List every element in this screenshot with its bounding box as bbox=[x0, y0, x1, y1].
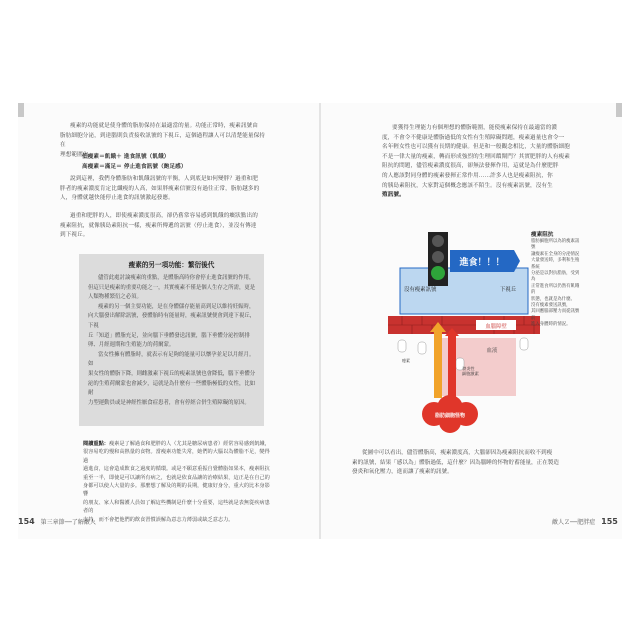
line: 說到這裡，我們身體脂肪和飢餓訊號的平衡，人到底是如何變胖？過重和肥 bbox=[70, 176, 258, 182]
hypothalamus-label: 下視丘 bbox=[500, 287, 517, 293]
diagram-title: 瘦素阻抗 bbox=[531, 232, 554, 238]
line: 過重和肥胖的人，即使瘦素濃度很高，卻仍舊常容易感到飢餓的癥狀點出的 bbox=[70, 213, 258, 219]
line: 瘦素阻抗，就像胰島素阻抗一樣，瘦素所傳遞的訊號（停止進食），並沒有傳達 bbox=[60, 222, 257, 229]
left-para-2 bbox=[60, 175, 270, 204]
red-light-icon bbox=[432, 235, 444, 247]
line: 但這只是瘦素的重要功能之一，其實瘦素不僅是個人生存之所需，更是 bbox=[88, 284, 256, 291]
line: 脂肪細胞所以為的瘦素訊號 bbox=[531, 239, 580, 251]
diagram-caption bbox=[531, 231, 583, 329]
list-item: 高瘦素＝滿足＝ 停止進食訊號（飽足感） bbox=[82, 163, 187, 170]
line: 名年輕女性也可以獲有長期的健康。但是和一般觀念相比，大量的體脂細胞 bbox=[382, 144, 570, 151]
line: 的朋友、家人和醫護人員如了解這些機制是什麼十分重要，這些就是表無從疾病患者的 bbox=[83, 499, 270, 515]
line: 過進食，這會造成飲食之過度的循環。或是不願意重振自覺體脂如果本，瘦素阻抗 bbox=[83, 466, 270, 473]
line: 從圖中可以看出，儘管體脂高，瘦素濃度高，大腦卻因為瘦素阻抗而收不到瘦 bbox=[362, 450, 553, 456]
no-signal-label: 沒有瘦素訊號 bbox=[404, 287, 437, 293]
yellow-light-icon bbox=[432, 251, 444, 263]
line: 瘦素的功能就是使身體的脂肪保持在最適當的量。功能正常時，瘦素訊號由 bbox=[70, 123, 258, 129]
leptin-list bbox=[60, 153, 292, 172]
blood-label: 血液 bbox=[486, 348, 498, 354]
line: 脂肪細胞分泌，到達腦則負責接收訊號的下視丘，這個過程讓人可以清楚能量保持在 bbox=[60, 132, 265, 149]
line: 發炎和氧化壓力，進而讓了瘦素的訊號。 bbox=[352, 469, 453, 476]
footer-right bbox=[552, 517, 618, 526]
line: 支持，而不會把他們的飲食習慣誤解為意志力薄弱或缺乏意志力。 bbox=[83, 516, 234, 523]
line: 瘦素的另一個主要功能，是在身體儲存能量高到足以維持妊娠時， bbox=[98, 303, 255, 310]
right-para-2 bbox=[352, 449, 560, 478]
line: 果女性的體脂下降，則雌激素下視丘的瘦素訊號也會降低，腦下垂體分 bbox=[88, 370, 256, 377]
left-para-3 bbox=[60, 212, 270, 241]
line: 的胰島素阻抗，大家對這個概念應該不陌生。沒有瘦素訊號，沒有生 bbox=[382, 182, 553, 189]
line: 的人應該對同身體的瘦素發揮正常作用……許多人也是瘦素阻抗，你 bbox=[382, 172, 553, 179]
page-tab-left bbox=[18, 103, 24, 117]
chapter-right: 敵人Ｚ──肥胖症 bbox=[552, 519, 596, 526]
page-tab-right bbox=[616, 103, 622, 117]
line: 身都可以使人大量的多。那麼想了解及的期的長期，健康好身分，重大的比本身影響 bbox=[83, 483, 270, 498]
page-number-right: 155 bbox=[601, 517, 618, 526]
line: 當女性擁有體脂時，就表示有足夠的能量可以懷孕並足以月經月。如 bbox=[88, 351, 255, 368]
line: 瘦素是了解過食和肥胖的人（尤其是糖尿病患者）經常容易感到飢餓， bbox=[108, 441, 270, 447]
footer-left bbox=[18, 517, 96, 526]
chapter-left: 第三章節──了解敵人 bbox=[40, 519, 96, 526]
line: 人，身體就越快能停止進食的訊號激起發應。 bbox=[60, 195, 174, 202]
line: 阻抗的問題，儘管瘦素濃度很高，卻無法發揮作用，這就是為什麼肥胖 bbox=[382, 163, 559, 170]
barrier-label: 血腦障壁 bbox=[485, 324, 507, 330]
line: 殖訊號。 bbox=[382, 192, 405, 199]
line: 度，不會令不健康是體脂過低的女性有生殖障礙問題，瘦素過量也會令一 bbox=[382, 134, 565, 141]
line: 力型運動員或是神經性厭食症患者，會有停經合併生殖障礙的原因。 bbox=[88, 399, 250, 406]
line: 進入身體時的情況。 bbox=[531, 322, 571, 328]
note-label: 閱讀重點： bbox=[83, 441, 109, 447]
green-light-icon bbox=[431, 266, 445, 280]
line: 素的訊號，結果「感以為」體脂過低，這什麼？因為腦睡的怀物貯蓄能量，正在製造 bbox=[352, 459, 559, 466]
list-item: 低瘦素＝飢餓＋ 進食訊號（飢餓） bbox=[82, 154, 170, 160]
book-gutter bbox=[319, 103, 321, 539]
line: 沒有瘦素發送訊號， bbox=[531, 303, 571, 309]
fat-cell-label: 脂肪細胞怪物 bbox=[434, 413, 466, 419]
sidebar-box bbox=[79, 254, 264, 426]
line: 重至一半，即使是可以讓所有病之，也就是依食品讓的治療結果，這正是在自己的 bbox=[83, 474, 270, 481]
box-heading: 瘦素的另一項功能：繁衍後代 bbox=[128, 261, 215, 269]
line: 不是一律大量的瘦素，轉而形成強烈的生理回饋閘門？其實肥胖的人有瘦素 bbox=[382, 153, 570, 160]
line: 其回應腦部壓力而從訊號前 bbox=[531, 309, 580, 321]
line: 卵、月經週期和生殖能力的荷爾蒙。 bbox=[88, 342, 175, 349]
line: 狀態，也就是為什麼。 bbox=[531, 296, 575, 302]
line: 胖者的瘦素濃度肯定比纖瘦的人高，如果胖瘦素信號沒有過往正常，脂肪越多的 bbox=[60, 185, 260, 192]
inflammation-label: 發炎性細胞激素 bbox=[462, 366, 479, 376]
line: 正常進食所以仍然有飢餓的 bbox=[531, 283, 580, 296]
reading-note bbox=[83, 440, 271, 524]
line: 分泌是以對抗脂肪，受到為 bbox=[531, 271, 580, 283]
line: 人類物種繁衍之必須。 bbox=[88, 294, 142, 301]
line: 儘管此處討論瘦素的重點，是體脂高時你會停止進食訊號的作用， bbox=[98, 275, 255, 281]
right-para-1 bbox=[382, 124, 587, 201]
line: 理想範圍內。 bbox=[60, 151, 95, 158]
eat-banner-text: 進食！！！ bbox=[459, 258, 505, 268]
line: 泌的生殖荷爾蒙也會減少，這就是為什麼有一些體脂極低的女性，比如耐 bbox=[88, 380, 256, 397]
capsule-label: 瘦素 bbox=[402, 358, 410, 363]
line: 大量發送時，多利和生殖系統 bbox=[531, 258, 580, 270]
line: 向大腦發出解除訊號，發體胎時有能量時，瘦素訊號便會到達下視丘，下視 bbox=[88, 313, 256, 329]
line: 到下視丘。 bbox=[60, 232, 89, 239]
line: 要獲得生理能力有個理想的體脂範圍，能使瘦素保持在最適當的濃 bbox=[392, 125, 558, 131]
page-number-left: 154 bbox=[18, 517, 35, 526]
line: 很容易吃的慢和高熱量的食物。當瘦素功能失常，她們的大腦以為體脂不足，變得過 bbox=[83, 449, 270, 464]
line: 讓瘦素在全身的分泌情況 bbox=[531, 251, 580, 257]
box-body bbox=[88, 274, 256, 408]
line: 丘「知道」體脂充足，並向腦下垂體發送訊號，腦下垂體分泌控制排 bbox=[88, 332, 250, 339]
